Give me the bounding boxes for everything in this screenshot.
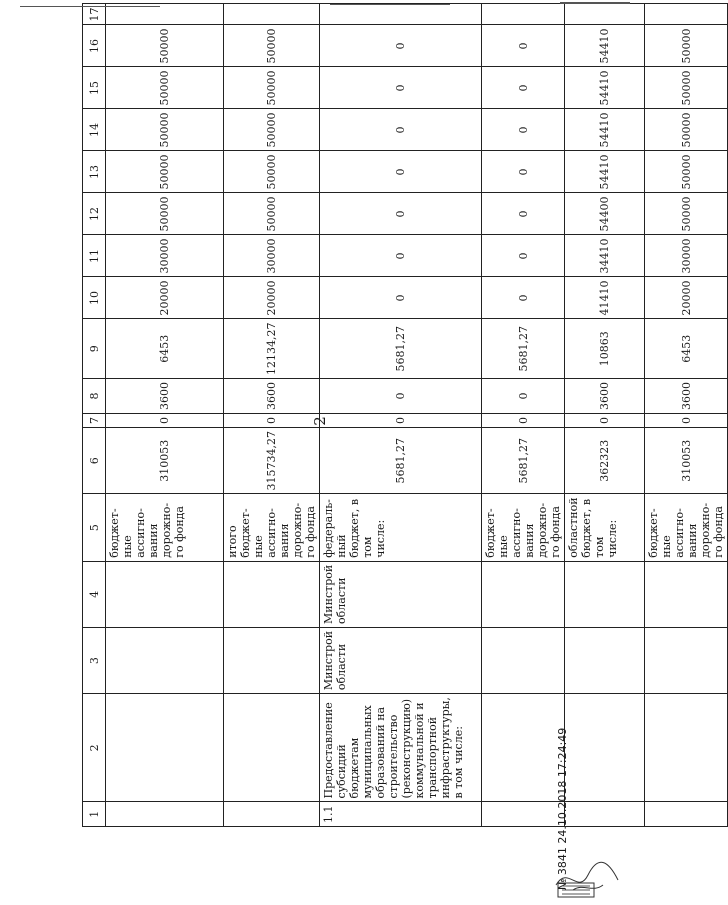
note-cell [320, 4, 482, 25]
amount-cell: 50000 [645, 109, 728, 151]
header-cell: 16 [83, 25, 106, 67]
co-executor-cell [106, 561, 224, 627]
data-table [82, 3, 728, 827]
header-cell: 2 [83, 694, 106, 802]
responsible-executor-cell [224, 627, 320, 693]
funding-source-cell: областной бюджет, в том числе: [565, 494, 645, 561]
amount-cell: 20000 [106, 277, 224, 319]
amount-cell: 3600 [645, 378, 728, 413]
row-number-cell [106, 802, 224, 827]
header-cell: 3 [83, 627, 106, 693]
amount-cell: 6453 [645, 319, 728, 379]
amount-cell: 0 [106, 413, 224, 427]
amount-cell: 50000 [106, 151, 224, 193]
amount-cell: 0 [482, 277, 565, 319]
amount-cell: 0 [320, 193, 482, 235]
event-name-cell [224, 694, 320, 802]
amount-cell: 12134,27 [224, 319, 320, 379]
amount-cell: 30000 [106, 235, 224, 277]
amount-cell: 0 [320, 151, 482, 193]
amount-cell: 5681,27 [320, 427, 482, 494]
header-cell: 5 [83, 494, 106, 561]
amount-cell: 50000 [106, 67, 224, 109]
table-row [106, 4, 224, 827]
amount-cell: 0 [320, 413, 482, 427]
amount-cell: 5681,27 [482, 427, 565, 494]
amount-cell: 50000 [645, 151, 728, 193]
amount-cell: 0 [320, 109, 482, 151]
amount-cell: 20000 [645, 277, 728, 319]
header-cell: 8 [83, 378, 106, 413]
scan-artifact [330, 4, 450, 5]
signature-icon [548, 855, 628, 900]
amount-cell: 3600 [224, 378, 320, 413]
amount-cell: 3600 [565, 378, 645, 413]
amount-cell: 362323 [565, 427, 645, 494]
co-executor-cell: Минстрой области [320, 561, 482, 627]
event-name-cell [565, 694, 645, 802]
header-cell: 9 [83, 319, 106, 379]
event-name-cell [106, 694, 224, 802]
table-row [645, 4, 728, 827]
amount-cell: 50000 [645, 67, 728, 109]
note-cell [645, 4, 728, 25]
amount-cell: 50000 [224, 151, 320, 193]
table-row [565, 4, 645, 827]
header-cell: 1 [83, 802, 106, 827]
note-cell [565, 4, 645, 25]
header-cell: 10 [83, 277, 106, 319]
amount-cell: 0 [565, 413, 645, 427]
page-number: 2 [310, 416, 329, 426]
funding-source-cell: бюджет-ные ассигно-вания дорожно-го фонда [645, 494, 728, 561]
amount-cell: 50000 [106, 109, 224, 151]
amount-cell: 0 [482, 151, 565, 193]
amount-cell: 6453 [106, 319, 224, 379]
amount-cell: 0 [482, 413, 565, 427]
header-cell: 15 [83, 67, 106, 109]
amount-cell: 3600 [106, 378, 224, 413]
table-row [482, 4, 565, 827]
amount-cell: 54400 [565, 193, 645, 235]
note-cell [482, 4, 565, 25]
header-cell: 13 [83, 151, 106, 193]
amount-cell: 34410 [565, 235, 645, 277]
amount-cell: 5681,27 [482, 319, 565, 379]
amount-cell: 0 [320, 277, 482, 319]
responsible-executor-cell [645, 627, 728, 693]
amount-cell: 5681,27 [320, 319, 482, 379]
event-name-cell: Предоставление субсидий бюджетам муниципальных образований на строительство (реконструкцию) коммунальной и транспортной инфраструктуры, в том числе: [320, 694, 482, 802]
amount-cell: 50000 [224, 109, 320, 151]
amount-cell: 0 [482, 109, 565, 151]
row-number-cell [224, 802, 320, 827]
amount-cell: 50000 [645, 25, 728, 67]
amount-cell: 30000 [224, 235, 320, 277]
amount-cell: 50000 [106, 193, 224, 235]
scan-artifact [560, 2, 630, 4]
note-cell [224, 4, 320, 25]
amount-cell: 310053 [645, 427, 728, 494]
registry-text: № 3841 24.10.2018 17:24:49 [556, 727, 569, 890]
table-row [320, 4, 482, 827]
amount-cell: 50000 [645, 193, 728, 235]
note-cell [106, 4, 224, 25]
responsible-executor-cell [565, 627, 645, 693]
funding-source-cell: бюджет-ные ассигно-вания дорожно-го фонда [482, 494, 565, 561]
amount-cell: 41410 [565, 277, 645, 319]
amount-cell: 10863 [565, 319, 645, 379]
funding-source-cell: бюджет-ные ассигно-вания дорожно-го фонда [106, 494, 224, 561]
responsible-executor-cell [106, 627, 224, 693]
header-cell: 6 [83, 427, 106, 494]
amount-cell: 30000 [645, 235, 728, 277]
header-cell: 17 [83, 4, 106, 25]
header-row [83, 4, 106, 827]
co-executor-cell [482, 561, 565, 627]
amount-cell: 0 [224, 413, 320, 427]
co-executor-cell [224, 561, 320, 627]
amount-cell: 0 [482, 25, 565, 67]
amount-cell: 315734,27 [224, 427, 320, 494]
funding-source-cell: итого бюджет-ные ассигно-вания дорожно-го фонда [224, 494, 320, 561]
amount-cell: 0 [320, 67, 482, 109]
amount-cell: 0 [482, 67, 565, 109]
amount-cell: 50000 [224, 67, 320, 109]
amount-cell: 310053 [106, 427, 224, 494]
row-number-cell [645, 802, 728, 827]
amount-cell: 50000 [106, 25, 224, 67]
co-executor-cell [565, 561, 645, 627]
header-cell: 4 [83, 561, 106, 627]
event-name-cell [645, 694, 728, 802]
amount-cell: 54410 [565, 151, 645, 193]
responsible-executor-cell: Минстрой области [320, 627, 482, 693]
amount-cell: 0 [482, 378, 565, 413]
amount-cell: 0 [320, 378, 482, 413]
funding-source-cell: федераль-ный бюджет, в том числе: [320, 494, 482, 561]
amount-cell: 0 [482, 235, 565, 277]
header-cell: 7 [83, 413, 106, 427]
row-number-cell: 1.1 [320, 802, 482, 827]
amount-cell: 54410 [565, 109, 645, 151]
header-cell: 11 [83, 235, 106, 277]
event-name-cell [482, 694, 565, 802]
header-cell: 12 [83, 193, 106, 235]
amount-cell: 54410 [565, 25, 645, 67]
amount-cell: 50000 [224, 193, 320, 235]
table-row [224, 4, 320, 827]
header-cell: 14 [83, 109, 106, 151]
responsible-executor-cell [482, 627, 565, 693]
amount-cell: 50000 [224, 25, 320, 67]
amount-cell: 0 [482, 193, 565, 235]
amount-cell: 0 [645, 413, 728, 427]
co-executor-cell [645, 561, 728, 627]
amount-cell: 54410 [565, 67, 645, 109]
amount-cell: 0 [320, 235, 482, 277]
scan-artifact [20, 6, 160, 7]
amount-cell: 0 [320, 25, 482, 67]
amount-cell: 20000 [224, 277, 320, 319]
